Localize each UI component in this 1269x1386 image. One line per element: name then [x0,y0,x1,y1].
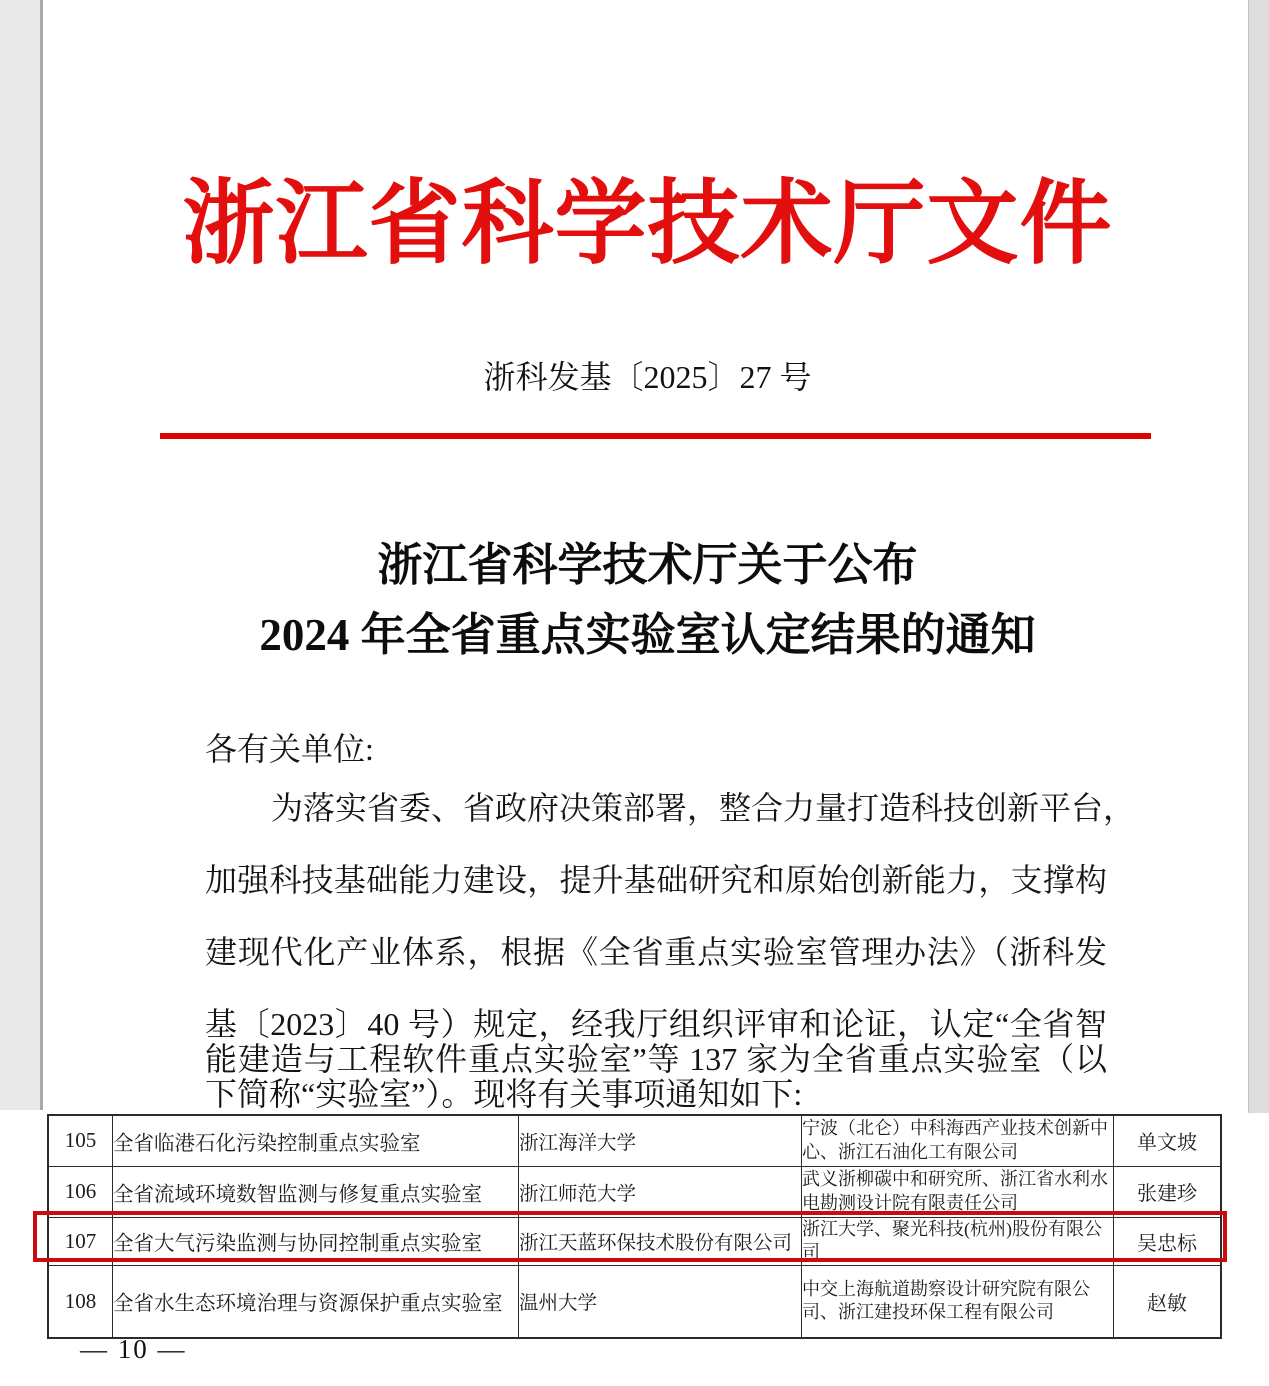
table-row [48,1115,1221,1166]
row-number-cell: 108 [48,1266,113,1338]
director-cell: 单文坡 [1114,1115,1222,1166]
backdrop-strip-left [0,0,43,1110]
body-line: 基〔2023〕40 号）规定，经我厅组织评审和论证，认定“全省智 [205,1006,1107,1042]
lab-name-cell: 全省流域环境数智监测与修复重点实验室 [113,1166,519,1217]
host-org-cell: 温州大学 [519,1266,802,1338]
table-row-highlighted [48,1217,1221,1266]
document-page [47,0,1248,1114]
director-cell: 吴忠标 [1114,1217,1222,1266]
page-number: — 10 — [80,1334,187,1364]
notice-title-line1: 浙江省科学技术厅关于公布 [377,540,918,590]
red-separator-line [160,433,1151,439]
notice-title-line2: 2024 年全省重点实验室认定结果的通知 [259,610,1036,660]
document-header-title: 浙江省科学技术厅文件 [182,173,1113,275]
partners-cell: 浙江大学、聚光科技(杭州)股份有限公司 [802,1217,1114,1266]
partners-cell: 宁波（北仑）中科海西产业技术创新中心、浙江石油化工有限公司 [802,1115,1114,1166]
director-cell: 张建珍 [1114,1166,1222,1217]
lab-results-table-wrap [47,1114,1222,1339]
body-line: 能建造与工程软件重点实验室”等 137 家为全省重点实验室（以 [205,1041,1107,1077]
row-number-cell: 106 [48,1166,113,1217]
body-line: 建现代化产业体系，根据《全省重点实验室管理办法》（浙科发 [205,934,1107,970]
body-line: 加强科技基础能力建设，提升基础研究和原始创新能力，支撑构 [205,862,1107,898]
table-row [48,1166,1221,1217]
host-org-cell: 浙江天蓝环保技术股份有限公司 [519,1217,802,1266]
body-line: 下简称“实验室”）。现将有关事项通知如下: [205,1076,803,1112]
lab-name-cell: 全省水生态环境治理与资源保护重点实验室 [113,1266,519,1338]
host-org-cell: 浙江海洋大学 [519,1115,802,1166]
partners-cell: 武义浙柳碳中和研究所、浙江省水利水电勘测设计院有限责任公司 [802,1166,1114,1217]
lab-name-cell: 全省大气污染监测与协同控制重点实验室 [113,1217,519,1266]
lab-name-cell: 全省临港石化污染控制重点实验室 [113,1115,519,1166]
document-number: 浙科发基〔2025〕27 号 [483,359,812,395]
salutation: 各有关单位: [205,731,374,767]
lab-results-table [47,1114,1222,1339]
director-cell: 赵敏 [1114,1266,1222,1338]
host-org-cell: 浙江师范大学 [519,1166,802,1217]
body-line: 为落实省委、省政府决策部署，整合力量打造科技创新平台， [271,790,1136,826]
backdrop-strip-right [1248,0,1269,1113]
partners-cell: 中交上海航道勘察设计研究院有限公司、浙江建投环保工程有限公司 [802,1266,1114,1338]
row-number-cell: 107 [48,1217,113,1266]
table-row [48,1266,1221,1338]
row-number-cell: 105 [48,1115,113,1166]
